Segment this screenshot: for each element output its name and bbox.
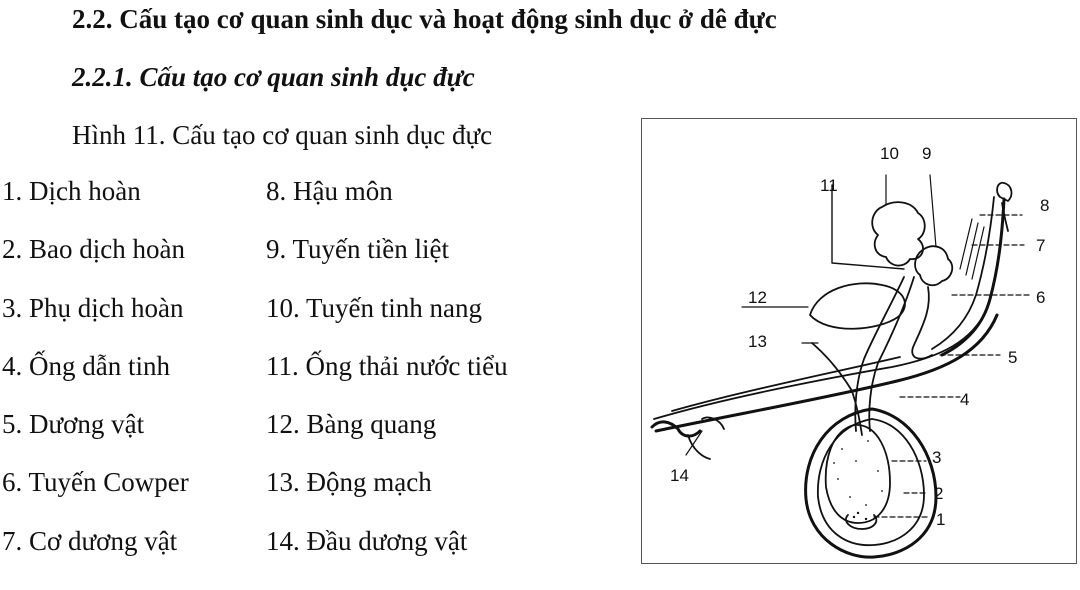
testis-stipple [833, 440, 883, 520]
legend-item: 14. Đầu dương vật [266, 525, 468, 556]
legend-item: 1. Dịch hoàn [2, 176, 141, 206]
vas-deferens [855, 277, 904, 431]
legend-item: 4. Ống dẫn tinh [2, 350, 170, 381]
legend-row [0, 526, 566, 584]
section-heading: 2.2. Cấu tạo cơ quan sinh dục và hoạt động sinh dục ở dê đực [72, 4, 777, 34]
legend-row [0, 293, 566, 351]
legend-row [0, 409, 566, 467]
figure-label: 13 [748, 332, 767, 351]
legend-item: 6. Tuyến Cowper [2, 467, 189, 498]
legend-item: 9. Tuyến tiền liệt [266, 234, 450, 265]
legend-item: 13. Động mạch [266, 467, 432, 498]
figure-label: 10 [880, 144, 899, 163]
legend-item: 8. Hậu môn [266, 176, 393, 206]
legend-item: 7. Cơ dương vật [2, 525, 178, 556]
figure-label: 4 [960, 390, 970, 409]
testis [826, 425, 890, 523]
vas-deferens [869, 277, 914, 431]
figure-label: 12 [748, 288, 767, 307]
anus [997, 183, 1011, 201]
legend-item: 11. Ống thải nước tiểu [266, 350, 508, 381]
figure-label: 11 [820, 176, 838, 195]
legend-row [0, 467, 566, 525]
vas-deferens [912, 287, 932, 359]
figure-label: 6 [1036, 288, 1046, 307]
figure-label: 3 [932, 448, 942, 467]
anatomy-diagram [642, 119, 1078, 565]
figure-caption: Hình 11. Cấu tạo cơ quan sinh dục đực [72, 120, 493, 150]
legend-item: 5. Dương vật [2, 409, 145, 440]
legend-item: 12. Bàng quang [266, 409, 437, 440]
figure-label: 5 [1008, 348, 1018, 367]
legend-item: 3. Phụ dịch hoàn [2, 292, 184, 323]
figure-label: 2 [934, 484, 944, 503]
figure-label: 1 [936, 510, 946, 529]
legend-row [0, 234, 566, 292]
legend-row [0, 176, 566, 234]
subsection-heading: 2.2.1. Cấu tạo cơ quan sinh dục đực [72, 62, 475, 92]
figure-legend [0, 176, 566, 584]
figure-label: 8 [1040, 196, 1050, 215]
legend-item: 2. Bao dịch hoàn [2, 234, 185, 265]
leader-line [900, 215, 1030, 397]
legend-item: 10. Tuyến tinh nang [266, 292, 483, 323]
figure-label: 14 [670, 466, 689, 485]
urethra-line [832, 185, 904, 269]
anatomy-figure [641, 118, 1077, 564]
legend-row [0, 351, 566, 409]
penis-shaft [672, 357, 900, 411]
leader-line [742, 175, 936, 343]
penile-muscle [960, 219, 984, 279]
prostate [915, 246, 952, 285]
figure-label: 9 [922, 144, 932, 163]
rectum [932, 197, 994, 349]
figure-label: 7 [1036, 236, 1046, 255]
